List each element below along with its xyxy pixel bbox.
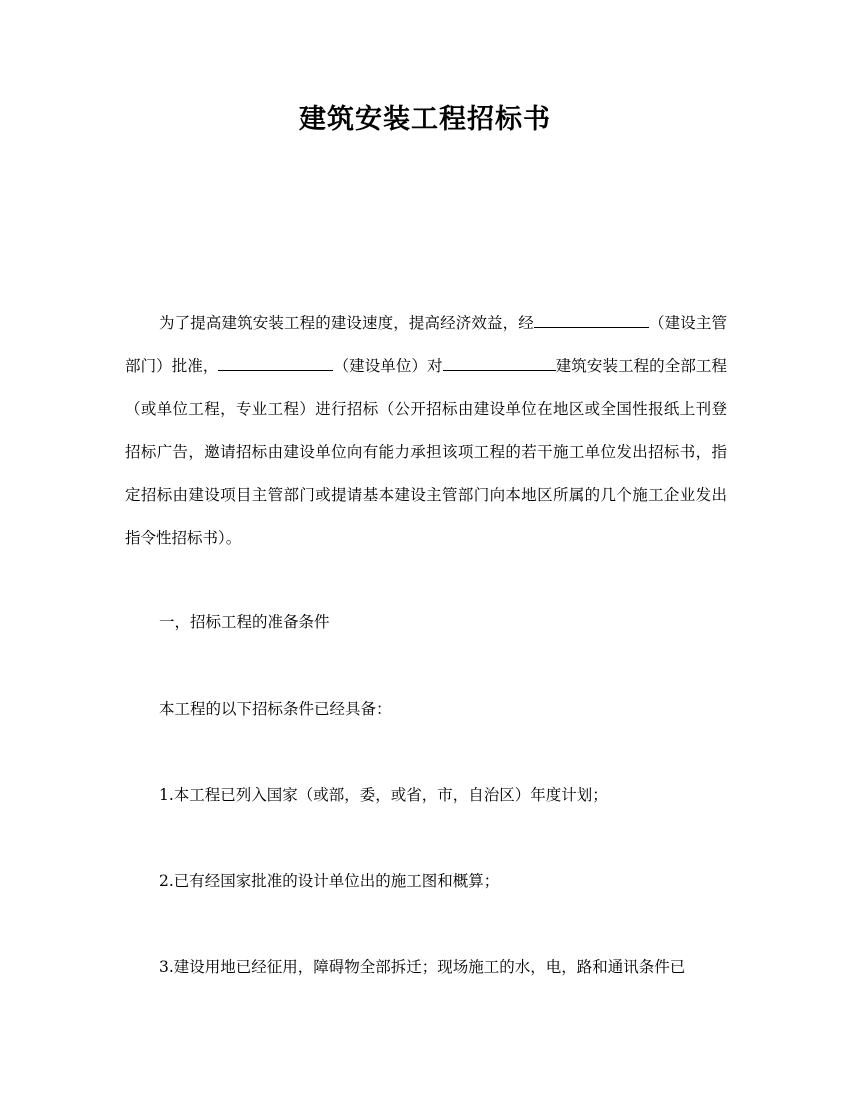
intro-text-3: （建设单位）对 [333, 357, 443, 375]
condition-item-1: 1.本工程已列入国家（或部，委，或省，市，自治区）年度计划； [159, 786, 608, 804]
intro-text-1: 为了提高建筑安装工程的建设速度，提高经济效益，经 [159, 314, 534, 332]
section-heading: 一，招标工程的准备条件 [159, 613, 330, 631]
blank-construction-unit[interactable] [218, 353, 333, 371]
document-title: 建筑安装工程招标书 [299, 104, 551, 135]
intro-text-4: 建筑安装工程的全部工程（或单位工程，专业工程）进行招标（公开招标由建设单位在地区或全国性报纸上刊登招标广告，邀请招标由建设单位向有能力承担该项工程的若干施工单位发出招标书，指定招标由建设项目主管部门或提请基本建设主管部门向本地区所属的几个施工企业发出指令性招标书）。 [125, 357, 727, 547]
intro-paragraph [125, 302, 727, 560]
conditions-intro: 本工程的以下招标条件已经具备： [159, 700, 392, 718]
intro-text-2: （建设主管部门）批准， [125, 314, 727, 375]
condition-item-2: 2.已有经国家批准的设计单位出的施工图和概算； [159, 872, 500, 890]
condition-item-3: 3.建设用地已经征用，障碍物全部拆迁；现场施工的水，电，路和通讯条件已 [159, 958, 686, 976]
blank-approving-authority[interactable] [534, 310, 649, 328]
blank-project-name[interactable] [443, 353, 556, 371]
